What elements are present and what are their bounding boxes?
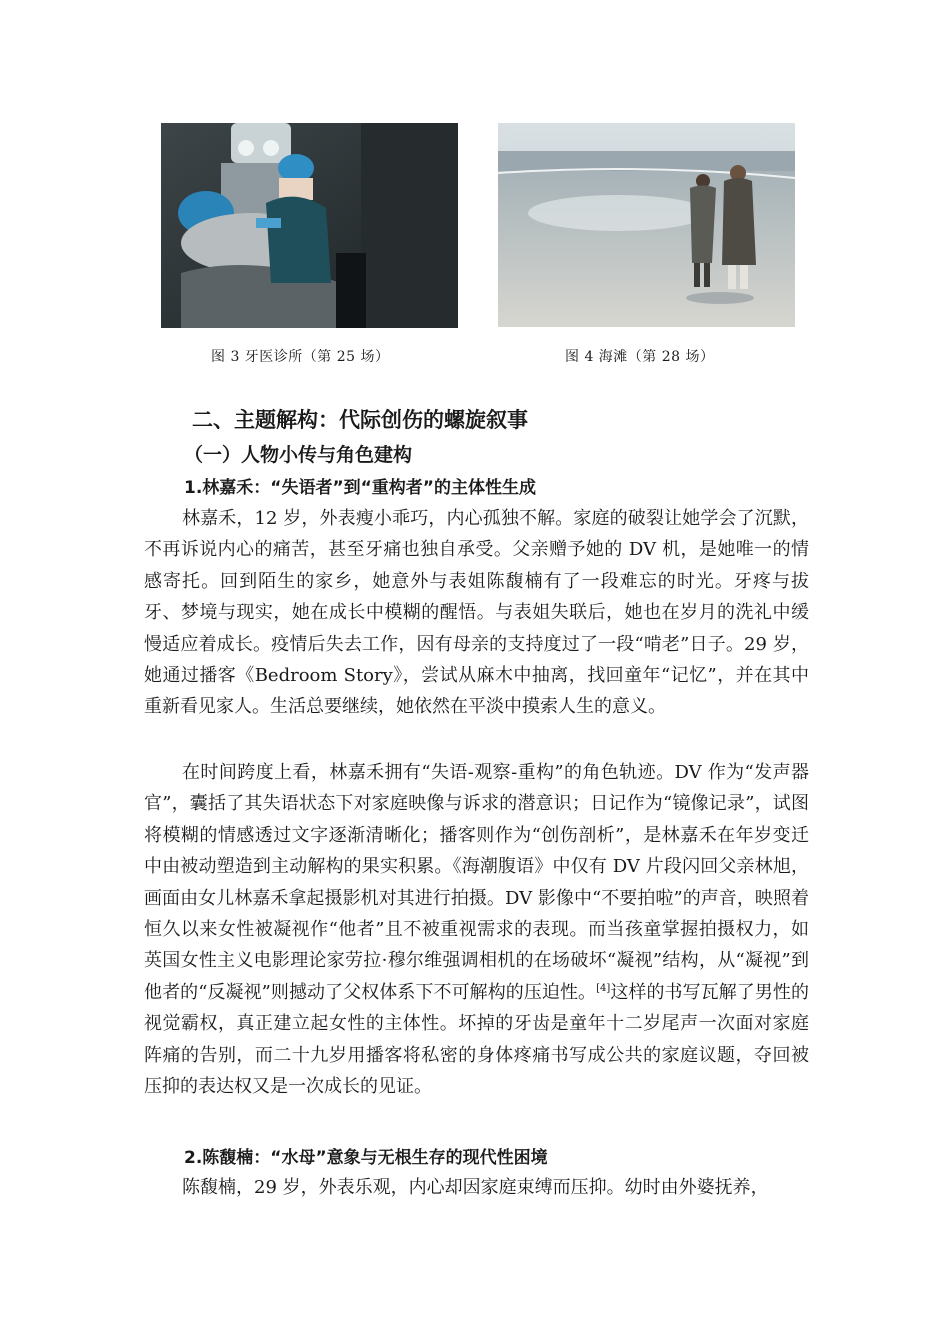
beach-photo <box>498 123 795 327</box>
figure-3-caption: 图 3 牙医诊所（第 25 场） <box>211 349 390 365</box>
paragraph-lin-jiahe-analysis <box>144 757 809 1102</box>
paragraph-chen-funan-bio: 陈馥楠，29 岁，外表乐观，内心却因家庭束缚而压抑。幼时由外婆抚养， <box>182 1177 769 1198</box>
figure-4-caption: 图 4 海滩（第 28 场） <box>565 349 715 365</box>
dental-clinic-photo <box>161 123 458 328</box>
citation-marker: [4] <box>596 982 611 994</box>
paragraph-lin-jiahe-bio: 林嘉禾，12 岁，外表瘦小乖巧，内心孤独不解。家庭的破裂让她学会了沉默，不再诉说内心的痛苦，甚至牙痛也独自承受。父亲赠予她的 DV 机，是她唯一的情感寄托。回到陌生的家乡，她意外与表姐陈馥楠有了一段难忘的时光。牙疼与拔牙、梦境与现实，她在成长中模糊的醒悟。与表姐失联后，她也在岁月的洗礼中缓慢适应着成长。疫情后失去工作，因有母亲的支持度过了一段“啃老”日子。29 岁，她通过播客《Bedroom Story》，尝试从麻木中抽离，找回童年“记忆”，并在其中重新看见家人。生活总要继续，她依然在平淡中摸索人生的意义。 <box>144 508 809 718</box>
paragraph-text-part-2: 这样的书写瓦解了男性的视觉霸权，真正建立起女性的主体性。坏掉的牙齿是童年十二岁尾声一次面对家庭阵痛的告别，而二十九岁用播客将私密的身体疼痛书写成公共的家庭议题，夺回被压抑的表达权又是一次成长的见证。 <box>144 981 810 1098</box>
item-heading-chen-funan: 2.陈馥楠：“水母”意象与无根生存的现代性困境 <box>184 1148 548 1168</box>
figure-beach <box>498 123 795 327</box>
subsection-heading: （一）人物小传与角色建构 <box>184 444 413 466</box>
section-heading: 二、主题解构：代际创伤的螺旋叙事 <box>192 408 528 432</box>
paragraph-text-part-1: 在时间跨度上看，林嘉禾拥有“失语-观察-重构”的角色轨迹。DV 作为“发声器官”，囊括了其失语状态下对家庭映像与诉求的潜意识；日记作为“镜像记录”，试图将模糊的情感透过文字逐渐清晰化；播客则作为“创伤剖析”，是林嘉禾在年岁变迁中由被动塑造到主动解构的果实积累。《海潮腹语》中仅有 DV 片段闪回父亲林旭，画面由女儿林嘉禾拿起摄影机对其进行拍摄。DV 影像中“不要拍啦”的声音，映照着恒久以来女性被凝视作“他者”且不被重视需求的表现。而当孩童掌握拍摄权力，如英国女性主义电影理论家劳拉·穆尔维强调相机的在场破坏“凝视”结构，从“凝视”到他者的“反凝视”则撼动了父权体系下不可解构的压迫性。 <box>144 762 809 1003</box>
figure-dental-clinic <box>161 123 458 328</box>
item-heading-lin-jiahe: 1.林嘉禾：“失语者”到“重构者”的主体性生成 <box>184 478 536 498</box>
